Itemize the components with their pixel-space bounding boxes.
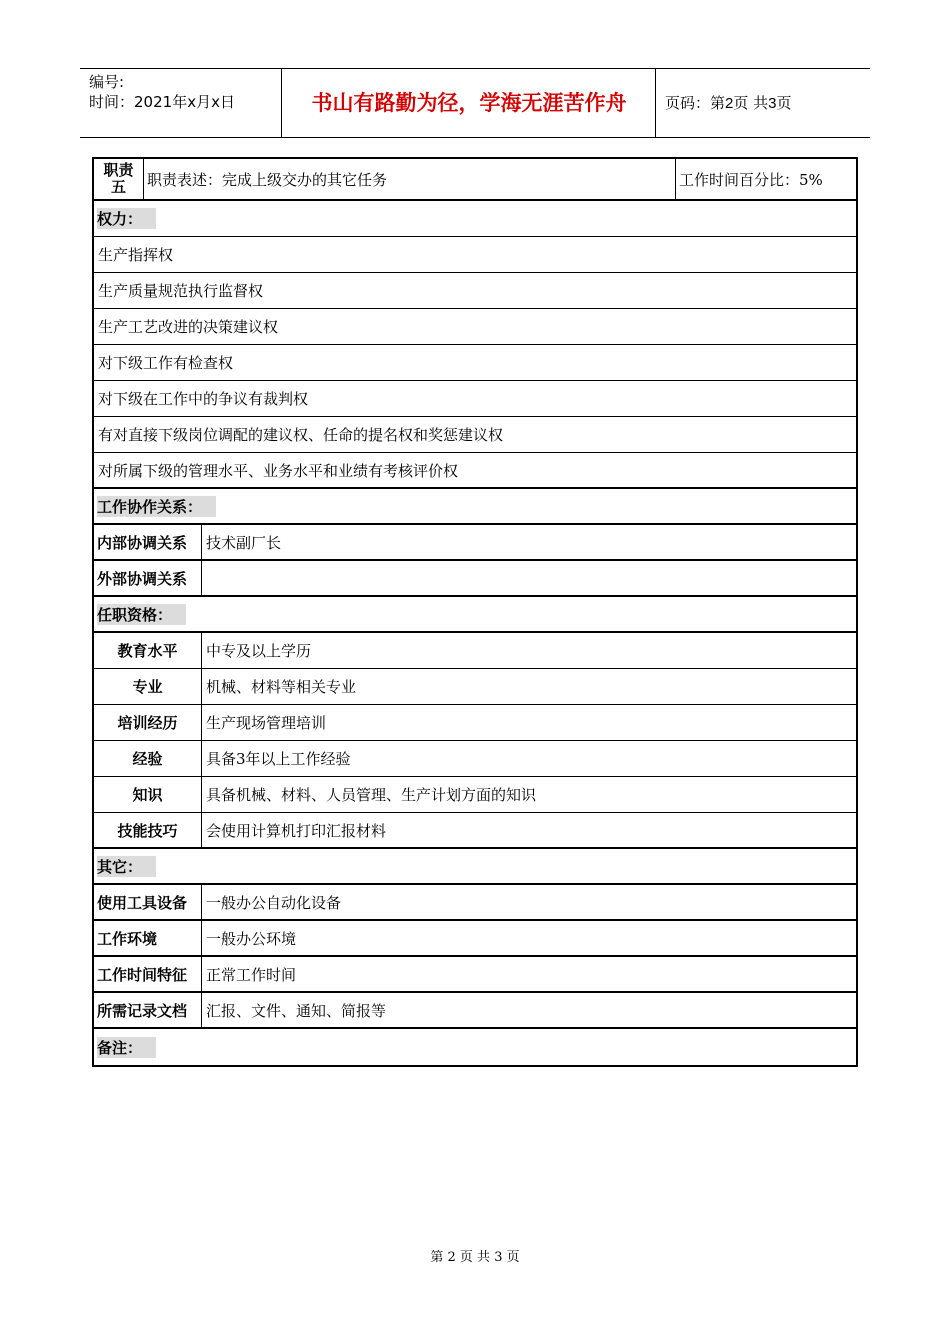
page-total: 3 [768,95,777,112]
motto: 书山有路勤为径，学海无涯苦作舟 [283,69,656,137]
other-row [94,957,856,993]
authority-item [94,345,856,381]
qualification-label: 培训经历 [94,705,202,740]
notes-title-text: 备注： [97,1037,156,1058]
page-footer: 第 2 页 共 3 页 [430,1250,520,1265]
qualification-row [94,669,856,705]
qualification-row [94,777,856,813]
time-label: 时间： [89,93,135,111]
qualification-title-text: 任职资格： [97,604,186,625]
qualification-title [94,597,856,633]
external-coordination-label: 外部协调关系 [94,561,202,595]
authority-item [94,417,856,453]
qualification-row [94,741,856,777]
other-row [94,885,856,921]
authority-item [94,381,856,417]
time-value: 2021年x月x日 [134,93,235,111]
qualification-value: 具备机械、材料、人员管理、生产计划方面的知识 [206,786,537,804]
duty-time-percent: 工作时间百分比：5% [679,170,823,189]
page-current: 2 [725,95,734,112]
qualification-value: 中专及以上学历 [206,642,312,660]
qualification-row [94,813,856,849]
page-suffix: 页 [776,94,792,112]
qualification-label: 知识 [94,777,202,812]
authority-item [94,453,856,489]
other-label: 所需记录文档 [94,993,202,1027]
qualification-value: 机械、材料等相关专业 [206,678,357,696]
other-value: 一般办公自动化设备 [206,893,342,912]
other-label: 工作环境 [94,921,202,955]
page-mid: 页 共 [733,94,769,112]
header-meta [80,69,282,137]
other-label: 使用工具设备 [94,885,202,919]
page-prefix: 页码：第 [665,94,726,112]
other-label: 工作时间特征 [94,957,202,991]
qualification-value: 会使用计算机打印汇报材料 [206,821,387,840]
job-description-table [92,157,858,1067]
qualification-label: 教育水平 [94,633,202,668]
qualification-row [94,633,856,669]
duty-label-line1: 职责 [103,161,134,179]
notes-title [94,1029,856,1065]
internal-coordination-row [94,525,856,561]
page-number [656,69,870,137]
qualification-row [94,705,856,741]
duty-label-line2: 五 [110,178,126,196]
other-value: 汇报、文件、通知、简报等 [206,1001,387,1020]
qualification-value: 具备3年以上工作经验 [206,750,351,768]
authority-title-text: 权力： [97,208,156,229]
external-coordination-value [202,561,856,595]
other-title-text: 其它： [97,856,156,877]
qualification-label: 经验 [94,741,202,776]
authority-item-text: 对下级在工作中的争议有裁判权 [98,390,309,408]
duty-label [94,159,144,199]
qualification-label: 技能技巧 [94,813,202,847]
internal-coordination-value: 技术副厂长 [206,533,282,552]
cooperation-title [94,489,856,525]
authority-title [94,201,856,237]
duty-row [94,159,856,201]
authority-item [94,273,856,309]
authority-item-text: 生产工艺改进的决策建议权 [98,318,279,336]
authority-item-text: 生产质量规范执行监督权 [98,282,264,300]
authority-item [94,309,856,345]
other-row [94,993,856,1029]
authority-item [94,237,856,273]
other-value: 一般办公环境 [206,929,297,948]
authority-item-text: 对下级工作有检查权 [98,354,234,372]
authority-item-text: 生产指挥权 [98,246,174,264]
authority-item-text: 对所属下级的管理水平、业务水平和业绩有考核评价权 [98,461,459,480]
external-coordination-row [94,561,856,597]
other-value: 正常工作时间 [206,965,297,984]
document-header [80,68,870,138]
qualification-label: 专业 [94,669,202,704]
qualification-value: 生产现场管理培训 [206,714,327,732]
other-row [94,921,856,957]
time-line [89,92,281,112]
duty-description: 职责表述：完成上级交办的其它任务 [144,159,676,199]
id-label: 编号: [89,73,125,91]
authority-item-text: 有对直接下级岗位调配的建议权、任命的提名权和奖惩建议权 [98,426,504,444]
internal-coordination-label: 内部协调关系 [94,525,202,559]
other-title [94,849,856,885]
cooperation-title-text: 工作协作关系： [97,496,216,517]
